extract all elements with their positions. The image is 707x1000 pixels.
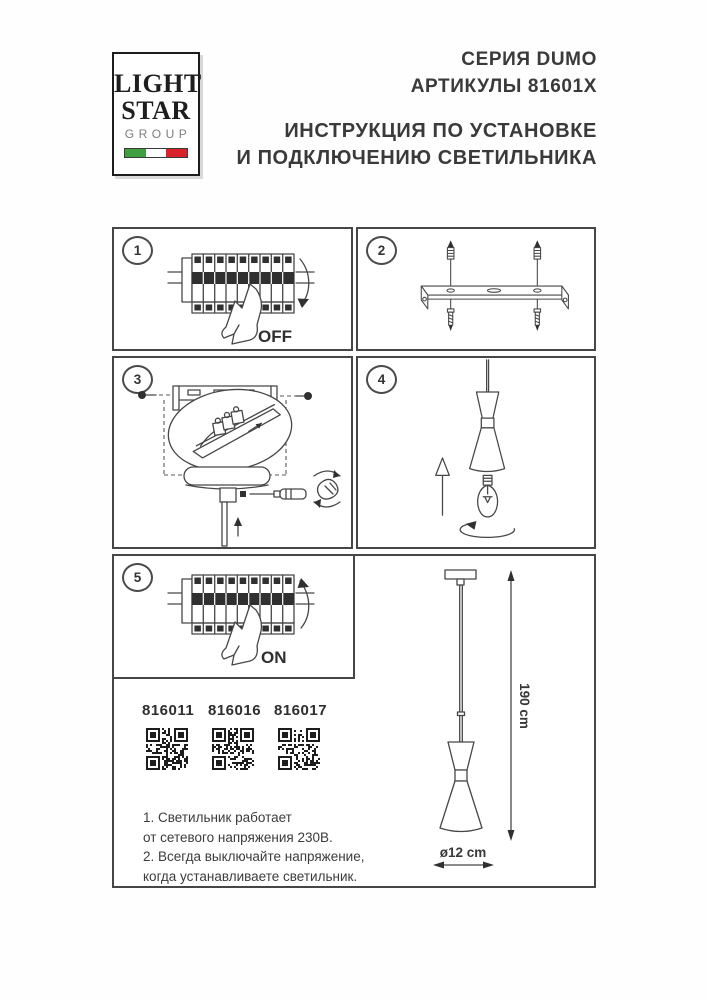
article-block-3 (274, 702, 328, 773)
safety-notes (143, 808, 364, 886)
mounting-bracket-illustration (400, 237, 588, 339)
on-label: ON (261, 648, 287, 667)
title-line-2: И ПОДКЛЮЧЕНИЮ СВЕТИЛЬНИКА (236, 147, 597, 169)
article-code: 816011 (142, 702, 195, 719)
off-label: OFF (258, 327, 292, 346)
qr-code (275, 725, 323, 773)
step-4-number: 4 (366, 365, 397, 394)
circuit-breaker-off-illustration (166, 247, 318, 347)
step-4-panel (356, 356, 596, 549)
note-line: от сетевого напряжения 230В. (143, 829, 333, 845)
logo-word-star: STAR (121, 96, 191, 125)
qr-code (143, 725, 191, 773)
step-1-number: 1 (122, 236, 153, 265)
flag-green (125, 149, 146, 157)
article-code: 816017 (274, 702, 328, 719)
note-line: 2. Всегда выключайте напряжение, (143, 849, 365, 864)
title-line-1: ИНСТРУКЦИЯ ПО УСТАНОВКЕ (284, 120, 597, 142)
series-name: СЕРИЯ DUMO (461, 49, 597, 70)
divider-horizontal (114, 677, 355, 679)
series-header (411, 46, 597, 100)
logo-word-group: GROUP (124, 127, 192, 141)
step-5-number: 5 (122, 563, 153, 592)
diameter-dimension-label: ø12 cm (439, 845, 487, 860)
step-2-panel (356, 227, 596, 351)
step-2-number: 2 (366, 236, 397, 265)
step-3-panel (112, 356, 353, 549)
circuit-breaker-on-illustration (166, 568, 318, 668)
step-3-number: 3 (122, 365, 153, 394)
article-code: 816016 (208, 702, 262, 719)
canopy-assembly-illustration (128, 378, 350, 548)
articles-line: АРТИКУЛЫ 81601X (410, 76, 597, 97)
qr-code (209, 725, 257, 773)
article-block-2 (208, 702, 262, 773)
height-dimension-label: 190 cm (517, 683, 532, 729)
note-line: 1. Светильник работает (143, 810, 292, 825)
article-block-1 (142, 702, 195, 773)
italian-flag-stripe (124, 148, 188, 158)
note-line: когда устанавливаете светильник. (143, 868, 358, 884)
bottom-panel (112, 554, 596, 888)
flag-white (146, 149, 167, 157)
shade-bulb-illustration (361, 358, 589, 547)
step-1-panel (112, 227, 353, 351)
divider-vertical (353, 556, 355, 679)
page-title (236, 118, 597, 172)
lightstar-logo (112, 52, 200, 176)
flag-red (166, 149, 187, 157)
logo-word-light: LIGHT (114, 69, 202, 98)
pendant-dimensions-drawing (422, 562, 557, 880)
